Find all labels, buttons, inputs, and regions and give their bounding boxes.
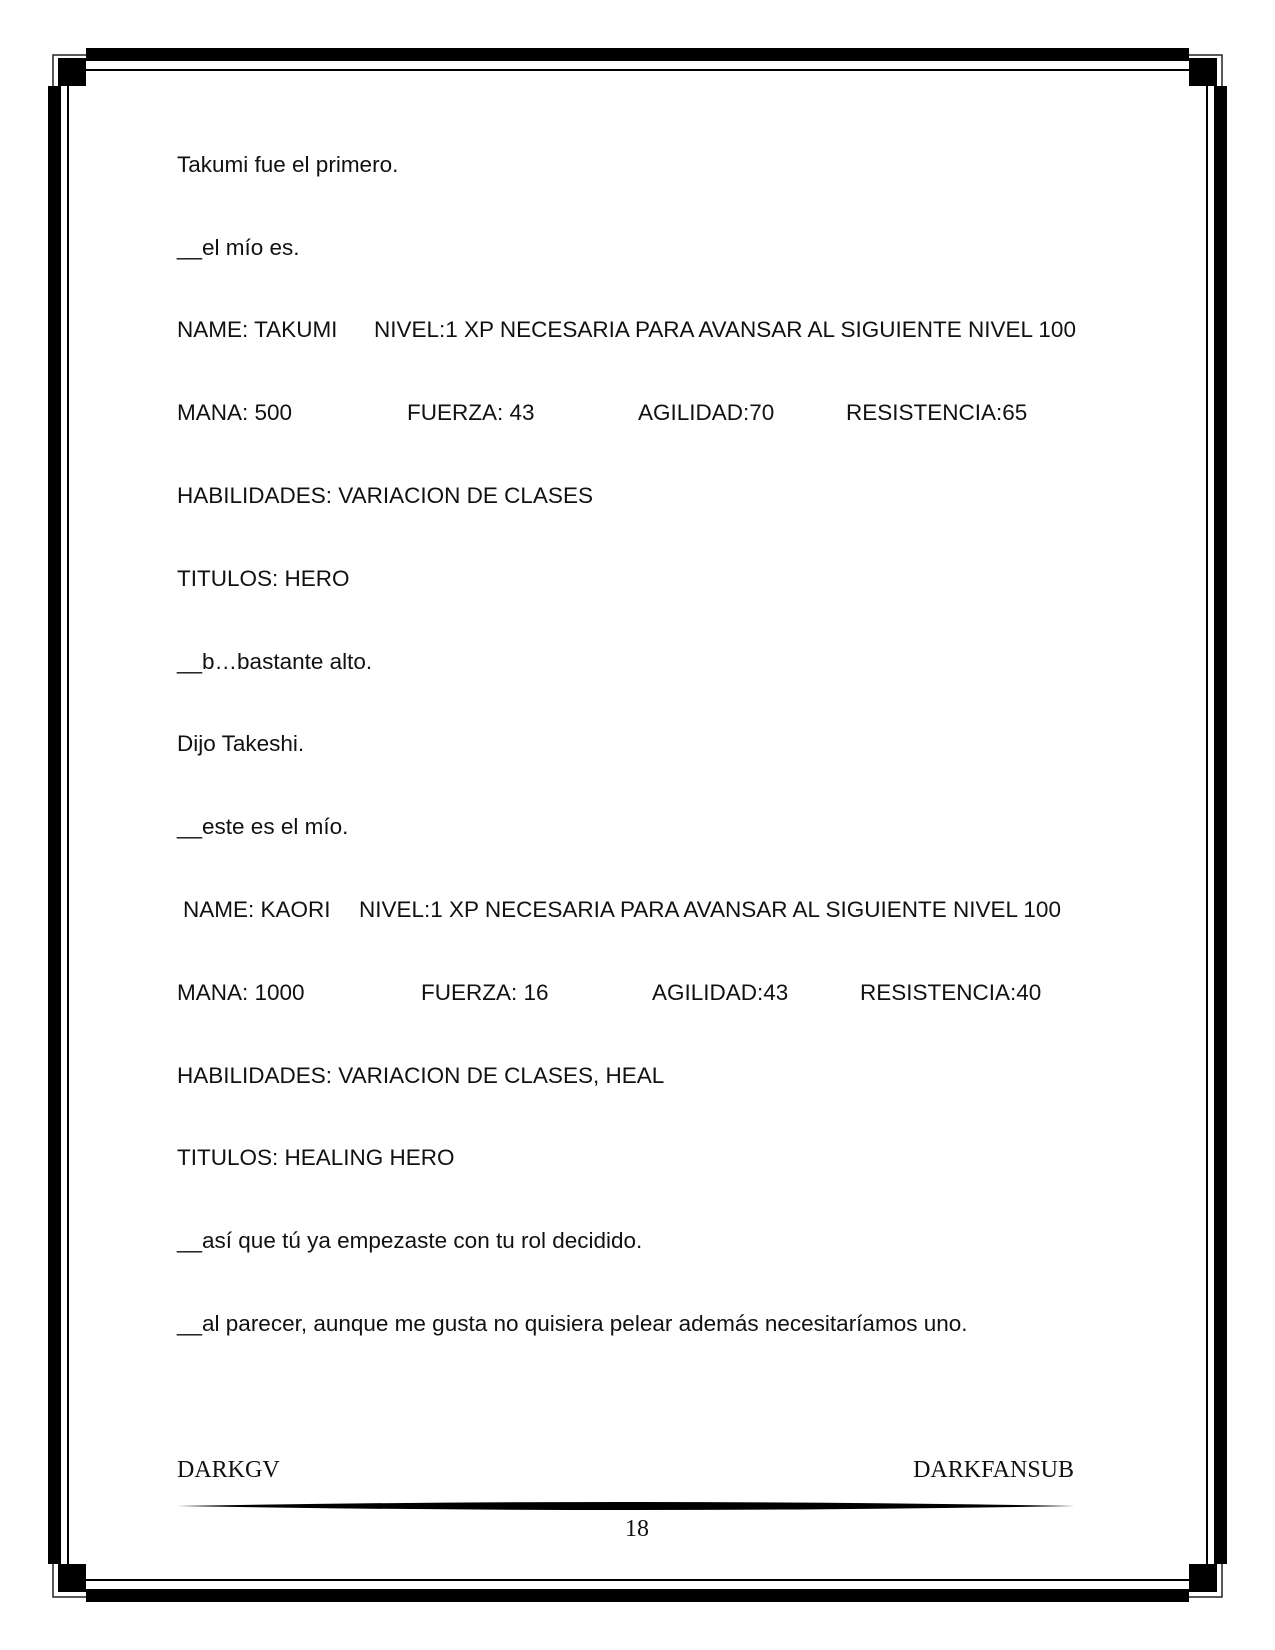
kaori-resistencia: RESISTENCIA:40 bbox=[860, 980, 1042, 1005]
takumi-level: NIVEL:1 XP NECESARIA PARA AVANSAR AL SIGUIENTE NIVEL 100 bbox=[374, 317, 1076, 342]
takumi-name: NAME: TAKUMI bbox=[177, 317, 338, 342]
footer-divider bbox=[177, 1500, 1075, 1512]
takumi-habilidades: HABILIDADES: VARIACION DE CLASES bbox=[177, 483, 593, 508]
paragraph-7: __al parecer, aunque me gusta no quisiera pelear además necesitaríamos uno. bbox=[177, 1311, 968, 1336]
paragraph-2: __el mío es. bbox=[177, 235, 300, 260]
takumi-agilidad: AGILIDAD:70 bbox=[638, 400, 775, 425]
footer-right: DARKFANSUB bbox=[913, 1457, 1074, 1483]
kaori-name: NAME: KAORI bbox=[183, 897, 331, 922]
takumi-mana: MANA: 500 bbox=[177, 400, 293, 425]
kaori-mana: MANA: 1000 bbox=[177, 980, 305, 1005]
paragraph-6: __así que tú ya empezaste con tu rol decidido. bbox=[177, 1228, 643, 1253]
paragraph-5: __este es el mío. bbox=[177, 814, 349, 839]
paragraph-1: Takumi fue el primero. bbox=[177, 152, 399, 177]
kaori-fuerza: FUERZA: 16 bbox=[421, 980, 549, 1005]
kaori-level: NIVEL:1 XP NECESARIA PARA AVANSAR AL SIGUIENTE NIVEL 100 bbox=[359, 897, 1061, 922]
page-number: 18 bbox=[625, 1516, 649, 1542]
footer-left: DARKGV bbox=[177, 1457, 280, 1483]
takumi-resistencia: RESISTENCIA:65 bbox=[846, 400, 1028, 425]
takumi-titulos: TITULOS: HERO bbox=[177, 566, 350, 591]
takumi-fuerza: FUERZA: 43 bbox=[407, 400, 535, 425]
paragraph-4: Dijo Takeshi. bbox=[177, 731, 305, 756]
paragraph-3: __b…bastante alto. bbox=[177, 649, 373, 674]
kaori-agilidad: AGILIDAD:43 bbox=[652, 980, 789, 1005]
kaori-habilidades: HABILIDADES: VARIACION DE CLASES, HEAL bbox=[177, 1063, 665, 1088]
kaori-titulos: TITULOS: HEALING HERO bbox=[177, 1145, 455, 1170]
